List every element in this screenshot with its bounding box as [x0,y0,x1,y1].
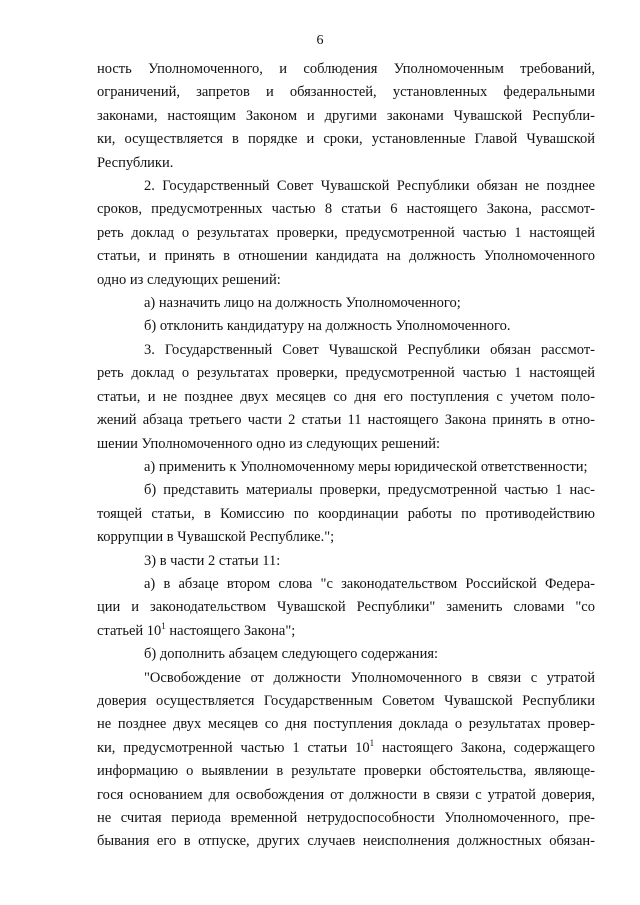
text-line [97,245,595,268]
text-line [97,643,595,666]
text-line [97,409,595,432]
text-line-content: Республики. [97,154,174,171]
text-line-content: не позднее двух месяцев со дня поступления доклада о результатах провер- [97,716,595,733]
text-line [97,737,595,760]
text-line-content: одно из следующих решений: [97,271,281,288]
text-line-content: гося основанием для освобождения от должности в связи с утратой доверия, [97,786,595,803]
text-line [97,292,595,315]
text-line [97,58,595,81]
text-line [97,667,595,690]
text-line-content: ции и законодательством Чувашской Республики" заменить словами "со [97,599,595,616]
text-line-content: статьи, и принять в отношении кандидата на должность Уполномоченного [97,248,595,265]
text-line [97,362,595,385]
text-line [97,690,595,713]
text-line-content: 3. Государственный Совет Чувашской Республики обязан рассмот- [144,341,595,358]
text-line-content: статьи, и не позднее двух месяцев со дня его поступления с учетом поло- [97,388,595,405]
text-line-content: 3) в части 2 статьи 11: [144,552,281,569]
text-line-content: б) представить материалы проверки, предусмотренной частью 1 нас- [144,482,595,499]
text-line [97,175,595,198]
text-line [97,105,595,128]
page-number: 6 [316,33,324,48]
text-line [97,503,595,526]
text-line-content: не считая периода временной нетрудоспособности Уполномоченного, пре- [97,810,595,826]
text-line-content: доверия осуществляется Государственным Советом Чувашской Республики [97,692,595,709]
text-line [97,760,595,783]
text-line [97,713,595,736]
text-line [97,620,595,643]
text-line [97,152,595,175]
text-line [97,830,595,853]
text-line-content: а) назначить лицо на должность Уполномоченного; [144,295,461,312]
text-line-content: а) в абзаце втором слова "с законодательством Российской Федера- [144,575,595,592]
text-line [97,784,595,807]
text-line-content: ограничений, запретов и обязанностей, установленных федеральными [97,84,595,101]
text-line-continuation: настоящего Закона, содержащего [374,739,595,756]
text-line [97,222,595,245]
text-line [97,596,595,619]
superscript: 1 [161,620,166,631]
text-line-content: информацию о выявлении в результате проверки обстоятельства, являюще- [97,763,595,780]
text-line-continuation: настоящего Закона"; [165,622,296,639]
text-line-content: а) применить к Уполномоченному меры юридической ответственности; [144,458,588,475]
text-line [97,198,595,221]
text-line-content: сроков, предусмотренных частью 8 статьи 6 настоящего Закона, рассмот- [97,201,595,218]
text-line [97,526,595,549]
text-line-content: бывания его в отпуске, других случаев неисполнения должностных обязан- [97,833,595,850]
text-line [97,386,595,409]
text-line-content: тоящей статьи, в Комиссию по координации работы по противодействию [97,505,595,522]
text-line-content: жений абзаца третьего части 2 статьи 11 настоящего Закона принять в отно- [97,412,595,429]
text-line-content: "Освобождение от должности Уполномоченного в связи с утратой [144,669,595,686]
text-line-content: ки, осуществляется в порядке и сроки, установленные Главой Чувашской [97,131,595,148]
text-line-content: 2. Государственный Совет Чувашской Республики обязан не позднее [144,178,595,195]
text-line [97,269,595,292]
text-line [97,550,595,573]
text-line-content: реть доклад о результатах проверки, предусмотренной частью 1 настоящей [97,224,595,241]
text-line-content: статьей 10 [97,622,162,639]
text-line-content: ность Уполномоченного, и соблюдения Уполномоченным требований, [97,61,595,77]
text-line [97,339,595,362]
text-line [97,479,595,502]
text-line [97,315,595,338]
superscript: 1 [369,737,375,748]
text-line-content: шении Уполномоченного одно из следующих решений: [97,435,441,452]
text-line-content: б) дополнить абзацем следующего содержания: [144,646,439,663]
text-line [97,807,595,830]
text-line-content: коррупции в Чувашской Республике."; [97,529,335,546]
text-line [97,81,595,104]
text-line [97,456,595,479]
text-line-content: ки, предусмотренной частью 1 статьи 10 [97,739,370,756]
text-line [97,573,595,596]
text-line [97,128,595,151]
text-line [97,433,595,456]
text-line-content: б) отклонить кандидатуру на должность Уполномоченного. [144,318,511,335]
document-body [97,58,595,854]
text-line-content: законами, настоящим Законом и другими законами Чувашской Республи- [97,107,595,124]
text-line-content: реть доклад о результатах проверки, предусмотренной частью 1 настоящей [97,365,595,382]
